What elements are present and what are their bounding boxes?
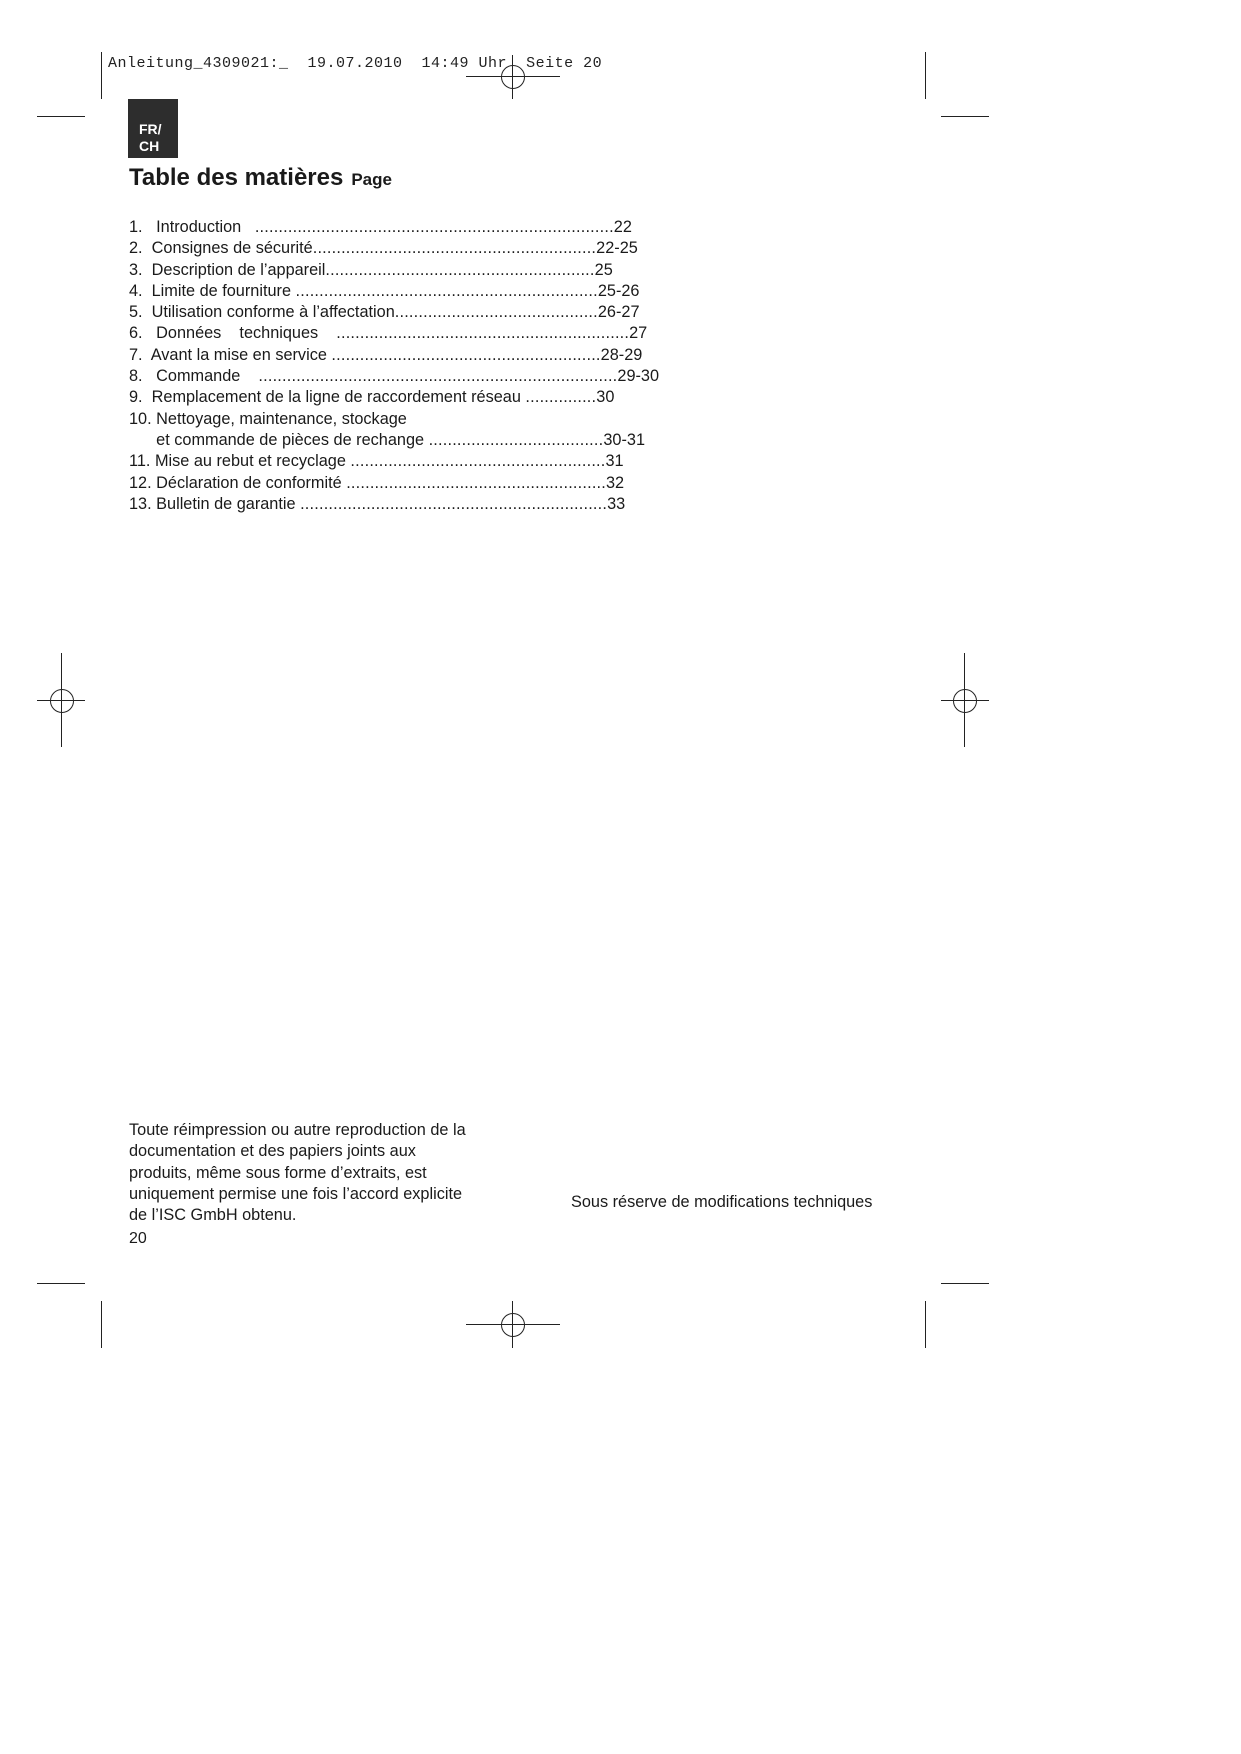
- toc-entry: [129, 323, 659, 344]
- toc-entry-text: 13. Bulletin de garantie: [129, 494, 301, 513]
- language-badge-line1: FR/: [139, 121, 162, 137]
- toc-entry-text: et commande de pièces de rechange: [129, 430, 429, 449]
- crop-mark-bottom-left-horizontal: [37, 1283, 85, 1284]
- toc-page-label: Page: [351, 170, 392, 189]
- toc-entry-leader: ................................................................: [295, 281, 598, 300]
- toc-entry: [129, 494, 659, 515]
- reprint-notice-line: de l’ISC GmbH obtenu.: [129, 1206, 297, 1225]
- toc-title-text: Table des matières: [129, 164, 344, 191]
- registration-mark-left-icon: [50, 689, 74, 713]
- toc-entry-leader: ...............: [525, 388, 597, 407]
- reprint-notice-line: documentation et des papiers joints aux: [129, 1142, 416, 1161]
- reprint-notice-line: produits, même sous forme d’extraits, est: [129, 1163, 427, 1182]
- toc-entry-leader: .......................................................: [346, 473, 606, 492]
- technical-changes-notice: Sous réserve de modifications techniques: [571, 1193, 873, 1211]
- language-badge-line2: CH: [139, 138, 160, 154]
- toc-entry-page: 27: [629, 324, 648, 343]
- toc-entry: [129, 260, 659, 281]
- toc-entry: [129, 345, 659, 366]
- crop-mark-bottom-left-vertical: [101, 1301, 102, 1348]
- toc-entry-text: 12. Déclaration de conformité: [129, 473, 347, 492]
- toc-entry-text: 8. Commande: [129, 367, 259, 386]
- toc-entry-page: 32: [606, 473, 625, 492]
- toc-entry-page: 29-30: [617, 367, 660, 386]
- toc-entry-page: 33: [607, 494, 626, 513]
- toc-entry: [129, 366, 659, 387]
- toc-entry: [129, 409, 659, 430]
- toc-entry-text: 10. Nettoyage, maintenance, stockage: [129, 409, 407, 428]
- toc-entry-page: 28-29: [600, 345, 643, 364]
- crop-mark-top-right-vertical: [925, 52, 926, 99]
- toc-entry-text: 6. Données techniques: [129, 324, 337, 343]
- toc-entry-leader: ............................................................................: [258, 367, 618, 386]
- toc-entry-page: 25-26: [597, 281, 640, 300]
- registration-mark-right-icon: [953, 689, 977, 713]
- toc-entry-leader: ............................................................: [312, 239, 597, 258]
- toc-entry-leader: .................................................................: [300, 494, 608, 513]
- toc-entry: [129, 238, 659, 259]
- toc-entry-leader: ...........................................: [394, 303, 598, 322]
- crop-mark-top-left-vertical: [101, 52, 102, 99]
- toc-entry-text: 3. Description de l’appareil: [129, 260, 326, 279]
- toc-entry: [129, 451, 659, 472]
- toc-entry-leader: ......................................................: [350, 452, 606, 471]
- toc-entry-page: 22-25: [596, 239, 638, 258]
- toc-entry-text: 2. Consignes de sécurité: [129, 239, 313, 258]
- toc-entry: [129, 430, 659, 451]
- toc-entry: [129, 473, 659, 494]
- toc-entry-leader: .........................................................: [325, 260, 595, 279]
- toc-entry-leader: .........................................................: [331, 345, 601, 364]
- crop-mark-bottom-right-vertical: [925, 1301, 926, 1348]
- toc-entry: [129, 302, 659, 323]
- toc-title: [129, 164, 392, 192]
- toc-entry-page: 22: [613, 218, 632, 236]
- toc-entry-page: 30: [596, 388, 615, 407]
- crop-mark-top-right-horizontal: [941, 116, 989, 117]
- toc-entry-leader: ............................................................................: [254, 218, 614, 236]
- toc-entry-text: 1. Introduction: [129, 218, 255, 236]
- reprint-notice-line: Toute réimpression ou autre reproduction de la: [129, 1121, 466, 1139]
- toc-entry: [129, 217, 659, 238]
- toc-entry-text: 7. Avant la mise en service: [129, 345, 332, 364]
- toc-entry-text: 5. Utilisation conforme à l’affectation: [129, 303, 395, 322]
- page-number: 20: [129, 1230, 147, 1247]
- toc-entry-text: 4. Limite de fourniture: [129, 281, 296, 300]
- toc-entry-page: 26-27: [597, 303, 640, 322]
- crop-mark-bottom-right-horizontal: [941, 1283, 989, 1284]
- print-slug: Anleitung_4309021:_ 19.07.2010 14:49 Uhr Seite 20: [108, 55, 603, 72]
- toc-entry: [129, 281, 659, 302]
- toc-entry-page: 30-31: [603, 430, 646, 449]
- toc-list: [129, 217, 659, 515]
- crop-mark-top-left-horizontal: [37, 116, 85, 117]
- toc-entry-text: 11. Mise au rebut et recyclage: [129, 452, 351, 471]
- language-badge: [128, 99, 178, 158]
- reprint-notice: [129, 1120, 519, 1226]
- reprint-notice-line: uniquement permise une fois l’accord explicite: [129, 1184, 463, 1203]
- toc-entry-page: 25: [594, 260, 613, 279]
- registration-mark-bottom-icon: [501, 1313, 525, 1337]
- toc-entry-page: 31: [605, 452, 624, 471]
- toc-entry: [129, 387, 659, 408]
- toc-entry-leader: .....................................: [428, 430, 604, 449]
- toc-entry-text: 9. Remplacement de la ligne de raccordement réseau: [129, 388, 526, 407]
- toc-entry-leader: ..............................................................: [336, 324, 630, 343]
